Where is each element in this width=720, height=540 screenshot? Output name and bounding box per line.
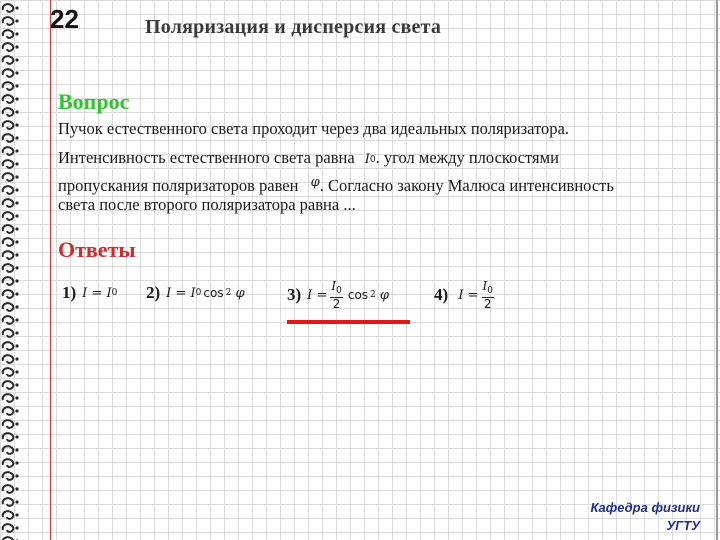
answer-1-formula: I = I 0	[82, 285, 118, 301]
spiral-ring	[3, 212, 14, 220]
spiral-ring	[3, 433, 14, 441]
spiral-binding	[0, 0, 24, 540]
fraction: $\frac{I_0}{2}$	[331, 279, 342, 311]
spiral-ring	[3, 355, 14, 363]
spiral-hole	[15, 253, 18, 256]
spiral-ring	[3, 381, 14, 389]
spiral-hole	[15, 19, 18, 22]
spiral-ring	[3, 498, 14, 506]
spiral-ring	[3, 420, 14, 428]
spiral-hole	[15, 396, 18, 399]
page-title: Поляризация и дисперсия света	[145, 16, 442, 38]
spiral-hole	[15, 266, 18, 269]
spiral-hole	[15, 422, 18, 425]
spiral-ring	[3, 17, 14, 25]
spiral-hole	[15, 370, 18, 373]
spiral-hole	[15, 45, 18, 48]
spiral-ring	[3, 147, 14, 155]
spiral-hole	[15, 344, 18, 347]
spiral-ring	[3, 459, 14, 467]
spiral-hole	[15, 214, 18, 217]
spiral-ring	[3, 121, 14, 129]
question-line-2: Интенсивность естественного света равна I 0 . угол между плоскостями	[58, 147, 718, 171]
spiral-hole	[15, 58, 18, 61]
spiral-ring	[3, 160, 14, 168]
spiral-ring	[3, 342, 14, 350]
spiral-hole	[15, 487, 18, 490]
correct-answer-underline	[287, 320, 410, 324]
answer-option-2[interactable]: 2) I = I 0 cos 2 φ	[146, 283, 245, 302]
spiral-hole	[15, 318, 18, 321]
spiral-ring	[3, 186, 14, 194]
spiral-hole	[15, 513, 18, 516]
spiral-ring	[3, 238, 14, 246]
spiral-ring	[3, 134, 14, 142]
spiral-hole	[15, 435, 18, 438]
spiral-ring	[3, 251, 14, 259]
spiral-ring	[3, 69, 14, 77]
spiral-hole	[15, 227, 18, 230]
answer-option-1[interactable]: 1) I = I 0	[62, 283, 118, 302]
spiral-ring	[3, 4, 14, 12]
spiral-hole	[15, 383, 18, 386]
spiral-ring	[3, 264, 14, 272]
answer-3-formula: I = $\frac{I_0}{2}$ cos 2 φ	[307, 279, 390, 311]
spiral-ring	[3, 394, 14, 402]
answer-4-formula: I = $\frac{I_0}{2}$	[458, 279, 493, 311]
slide-number: 22	[50, 4, 79, 34]
spiral-hole	[15, 526, 18, 529]
spiral-ring	[3, 199, 14, 207]
spiral-ring	[3, 316, 14, 324]
spiral-hole	[15, 84, 18, 87]
spiral-ring	[3, 82, 14, 90]
answer-2-formula: I = I 0 cos 2 φ	[166, 285, 245, 301]
spiral-ring	[3, 108, 14, 116]
spiral-hole	[15, 188, 18, 191]
spiral-hole	[15, 136, 18, 139]
spiral-hole	[15, 175, 18, 178]
spiral-hole	[15, 6, 18, 9]
question-line-4: света после второго поляризатора равна ...	[58, 195, 356, 214]
spiral-hole	[15, 162, 18, 165]
spiral-ring	[3, 56, 14, 64]
spiral-hole	[15, 305, 18, 308]
spiral-hole	[15, 500, 18, 503]
phi-symbol: φ	[310, 175, 320, 190]
spiral-ring	[3, 368, 14, 376]
university-label: УГТУ	[666, 518, 700, 533]
department-label: Кафедра физики	[590, 500, 700, 515]
spiral-hole	[15, 409, 18, 412]
spiral-ring	[3, 277, 14, 285]
spiral-hole	[15, 474, 18, 477]
spiral-ring	[3, 485, 14, 493]
page-edge	[716, 0, 718, 540]
spiral-hole	[15, 110, 18, 113]
spiral-hole	[15, 357, 18, 360]
spiral-hole	[15, 32, 18, 35]
spiral-ring	[3, 329, 14, 337]
fraction: $\frac{I_0}{2}$	[482, 279, 493, 311]
spiral-ring	[3, 30, 14, 38]
spiral-hole	[15, 461, 18, 464]
spiral-hole	[15, 201, 18, 204]
answer-option-4[interactable]: 4) I = $\frac{I_0}{2}$	[434, 280, 497, 310]
spiral-hole	[15, 123, 18, 126]
intensity-symbol: I 0	[364, 152, 376, 167]
spiral-ring	[3, 407, 14, 415]
spiral-hole	[15, 149, 18, 152]
question-heading: Вопрос	[58, 89, 130, 114]
answers-heading: Ответы	[58, 237, 136, 262]
spiral-hole	[15, 97, 18, 100]
spiral-ring	[3, 43, 14, 51]
spiral-ring	[3, 173, 14, 181]
spiral-hole	[15, 240, 18, 243]
spiral-ring	[3, 472, 14, 480]
question-line-3: пропускания поляризаторов равен φ . Согласно закону Малюса интенсивность	[58, 172, 718, 197]
spiral-ring	[3, 290, 14, 298]
margin-line	[50, 0, 51, 540]
spiral-hole	[15, 279, 18, 282]
spiral-hole	[15, 292, 18, 295]
spiral-ring	[3, 303, 14, 311]
spiral-ring	[3, 95, 14, 103]
spiral-hole	[15, 71, 18, 74]
spiral-ring	[3, 225, 14, 233]
spiral-hole	[15, 448, 18, 451]
answer-option-3[interactable]: 3) I = $\frac{I_0}{2}$ cos 2 φ	[287, 279, 390, 311]
spiral-ring	[3, 524, 14, 532]
spiral-hole	[15, 331, 18, 334]
question-line-1: Пучок естественного света проходит через два идеальных поляризатора.	[58, 119, 569, 138]
spiral-ring	[3, 511, 14, 519]
spiral-ring	[3, 446, 14, 454]
